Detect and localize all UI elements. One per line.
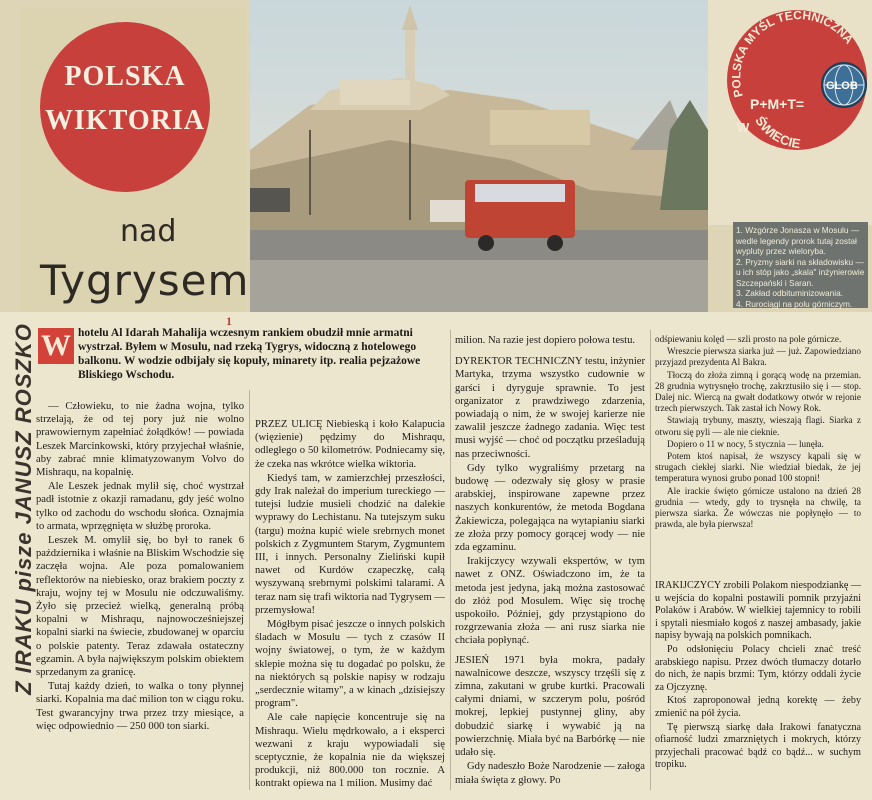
col1-p1: — Człowieku, to nie żadna wojna, tylko strzelają, że od tej pory już nie wolno prawowiernym zapełniać żołądków! — powiada Leszek Marcinkowski, który przyjechał właśnie, aby zabrać mnie klimatyzowanym Volvo do Mishraqu, na kopalnię. [36, 401, 244, 479]
col4a-p7: Ale irackie święto górnicze ustalono na dzień 28 grudnia — wtedy, gdy to trysnęła na chwilę, ta pierwsza siarka. Że wówczas nie popłynęło — to prawda, ale była pierwsza! [655, 485, 861, 530]
col4a-p3: Tłoczą do złoża zimną i gorącą wodę na przemian. 28 grudnia wytrysnęło trochę, zakrztusiło się i — stop. Dalej nic. Wiercą na gwałt dodatkowy otwór w rejonie trzech pierwszych. Tak zastał ich Nowy Rok. [655, 369, 861, 414]
title-line-2: WIKTORIA [45, 105, 205, 136]
col4b-p1: IRAKIJCZYCY zrobili Polakom niespodziankę — u wejścia do kopalni postawili pomnik przyjaźni Polaków i Arabów. W wielkiej tajemnicy to robili i spytali niesmiało kogoś z naszej ambasady, jakie napisy bywają na polskich pomnikach. [655, 580, 861, 642]
col4a-p5: Dopiero o 11 w nocy, 5 stycznia — lunęła. [667, 438, 824, 449]
caption-2: 2. Pryzmy siarki na składowisku — u ich stóp jako „skala" inżynierowie Szczepański i Saran. [736, 256, 865, 288]
lead-paragraph: hotelu Al Idarah Mahalija wczesnym rankiem obudził mnie armatni wystrzał. Byłem w Mosulu, nad rzeką Tygrys, widoczną z hotelowego balkonu. W wodzie odbijały się kopuły, minarety itp. realia pejzażowe Bliskiego Wschodu. [78, 327, 421, 381]
col2-p3: Mógłbym pisać jeszcze o innych polskich śladach w Mosulu — tych z czasów II wojny światowej, o tym, że w każdym sklepie można się tu dogadać po polsku, że na niektórych są polskie napisy w rodzaju „serdecznie witamy", a w kinach „dzisiejszy program". [255, 619, 445, 710]
author-text: Z IRAKU pisze JANUSZ ROSZKO [11, 323, 36, 695]
col3-p5: JESIEŃ 1971 była mokra, padały nawalnicowe deszcze, wszyscy trzęśli się z zimna, zakutani w grube kurtki. Pracowali całymi dniami, w szczerym polu, pośród mokrej, lepkiej pustynnej gliny, aby dobudzić siarkę i wywabić ją na powierzchnię. Miała być na Barbórkę — nie udało się. [455, 654, 645, 759]
col3-p2: DYREKTOR TECHNICZNY testu, inżynier Martyka, trzyma wszystko cudownie w garści i dyryguje sprawnie. To jest organizator z prawdziwego zdarzenia, powiadają o nim, że w swojej karierze nie zawalił jeszcze żadnego zadania. Więc test musi wyjść — choć od początku prześladują nas przeciwności. [455, 356, 645, 460]
col3-p1: milion. Na razie jest dopiero połowa testu. [455, 335, 636, 346]
col4a-p2: Wreszcie pierwsza siarka już — już. Zapowiedziano przyjazd prezydenta Al Bakra. [655, 346, 861, 368]
col3-p3: Gdy tylko wygraliśmy przetarg na budowę — odezwały się głosy w prasie arabskiej, inspirowane zapewne przez naszych konkurentów, że metoda Bogdana Żakiewicza, polegająca na wytapianiu siarki ze złoża przy pomocy gorącej wody — nie zda egzaminu. [455, 462, 645, 554]
col2-p4: Ale całe napięcie koncentruje się na Mishraqu. Wielu mędrkowało, a i eksperci wezwani z kraju wypowiadali się sceptycznie, że kopalnia nie da większej produkcji, niż 800.000 ton rocznie. A kontrakt opiewa na 1 milion. Musimy dać [255, 712, 445, 790]
column-3 [455, 334, 645, 788]
column-divider-1 [249, 390, 250, 790]
caption-1: 1. Wzgórze Jonasza w Mosulu — wedle legendy prorok tutaj został wypluty przez wieloryba. [736, 225, 860, 256]
col1-p4: Tutaj każdy dzień, to walka o tony płynnej siarki. Kopalnia ma dać milion ton w ciągu roku. Test gwarancyjny trwa przez trzy miesiące, a więc odpowiednio — 250 000 ton siarki. [36, 681, 244, 732]
col4b-p3: Ktoś zaproponował jedną korektę — żeby zmienić na pół życia. [655, 695, 861, 719]
column-1 [36, 400, 244, 734]
col2-p2: Kiedyś tam, w zamierzchłej przeszłości, gdy Irak należał do imperium tureckiego — tutejsi ludzie musieli chodzić na dalekie wyprawy do Lechistanu. Na tutejszym suku (targu) można kupić wiele srebrnych monet polskich z Zygmuntem Starym, Zygmuntem III, i innych. Personalny Zieliński kupił nawet od Kurdów czapeczkę, całą wyszywaną srebrnymi polskimi talarami. A teraz nam się trafi wiktoria nad Tygrysem — przemysłowa! [255, 472, 445, 616]
title-line-1: POLSKA [64, 61, 186, 92]
logo-text-w: W [737, 120, 750, 135]
col1-p2: Ale Leszek jednak mylił się, choć wystrzał padł istotnie z okazji ramadanu, gdy jeść wolno tylko od zachodu do wschodu słońca. Oznajmia to armata, wprzęgnięta w służbę proroka. [36, 481, 244, 532]
mosul-photo [250, 0, 708, 312]
col4a-p4: Stawiają trybuny, maszty, wieszają flagi. Siarka z otworu się pyli — ale nie cieknie. [655, 415, 861, 437]
logo-text-bottom: ŚWIECIE [752, 113, 802, 152]
column-divider-3 [650, 330, 651, 790]
logo-text-top: POLSKA MYŚL TECHNICZNA [729, 8, 857, 99]
column-divider-2 [450, 330, 451, 790]
caption-3: 3. Zakład odbituminizowania. [736, 288, 843, 298]
title-tygrysem: Tygrysem [40, 256, 250, 305]
col3-p4: Irakijczycy wzywali ekspertów, w tym nawet z ONZ. Oświadczono im, że ta metoda jest jedyna, jaką można zastosować do złóż pod Mosulem. Więc się trochę uspokoiło. Później, gdy przystąpiono do rozgrzewania złoża — ani rusz siarka nie chciała popłynąć. [455, 556, 645, 647]
lead-initial: W [38, 328, 74, 364]
title-nad: nad [120, 214, 177, 249]
col4b-p4: Tę pierwszą siarkę dała Irakowi fanatyczna ofiarność ludzi zmarzniętych i mokrych, którzy przyjechali pracować bądź co bądź... w suchym tropiku. [655, 721, 861, 771]
col3-p6: Gdy nadeszło Boże Narodzenie — załoga miała święta z głowy. Po [455, 761, 645, 786]
globe-label: GLOB [826, 80, 858, 92]
photo-captions [733, 222, 868, 308]
column-4-bottom [655, 580, 861, 773]
caption-4: 4. Rurociągi na polu górniczym. [736, 298, 853, 309]
col4a-p1: odśpiewaniu kolęd — szli prosto na pole górnicze. [655, 334, 842, 344]
column-4-top [655, 334, 861, 531]
col2-p1: PRZEZ ULICĘ Niebieską i koło Kalapucia (więzienie) pędzimy do Mishraqu, odległego o 50 kilometrów. Podniecamy się, że czeka nas wkrótce wielka wiktoria. [255, 419, 445, 470]
logo-formula: P+M+T= [750, 96, 805, 112]
photo-illustration [250, 0, 708, 312]
svg-text:ŚWIECIE [752, 113, 802, 151]
column-2 [255, 418, 445, 792]
col1-p3: Leszek M. omylił się, bo był to ranek 6 października i właśnie na Bliskim Wschodzie się zaczęła wojna. Ale poza pomalowaniem reflektorów na niebiesko, oraz brakiem poczty z kraju, wojny tej w Mosulu nie odczuwaliśmy. Żyło się przecież wielką, generalną próbą kopalni w Mishraqu, najnowocześniejszej kopalni siarki na świecie, zbudowanej w oparciu o polskie patenty. Teraz zdawała ostateczny egzamin. A była największym polskim obiektem sprzedanym za granicę. [36, 535, 244, 679]
globe-icon [821, 62, 867, 108]
author-byline [6, 226, 36, 786]
col4b-p2: Po odsłonięciu Polacy chcieli znać treść arabskiego napisu. Przez dwóch tłumaczy dotarło do nich, że napis brzmi: Tym, którzy oddali życie za Ojczyznę. [655, 643, 861, 693]
col4a-p6: Potem ktoś napisał, że wszyscy kąpali się w strugach ciekłej siarki. Nie wiedział biedak, że jej temperatura wynosi grubo ponad 100 stopni! [655, 451, 861, 484]
photo-number: 1 [226, 314, 232, 328]
